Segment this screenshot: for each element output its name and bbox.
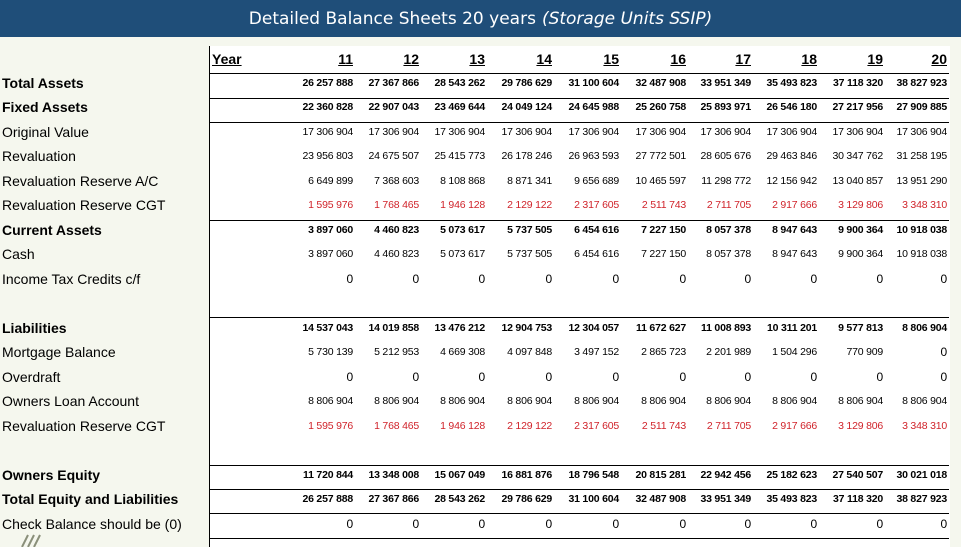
table-cell: 17 306 904 — [832, 126, 883, 138]
table-cell: 2 865 723 — [641, 346, 686, 358]
year-column-header: 15 — [603, 51, 619, 67]
table-cell: 4 460 823 — [374, 224, 419, 236]
table-cell: 14 019 858 — [368, 322, 419, 334]
table-cell: 33 951 349 — [700, 493, 751, 505]
table-cell: 22 942 456 — [700, 469, 751, 481]
table-cell: 2 511 743 — [641, 199, 686, 211]
table-cell: 17 306 904 — [434, 126, 485, 138]
table-cell: 13 040 857 — [832, 175, 883, 187]
table-cell: 9 900 364 — [838, 224, 883, 236]
table-cell: 6 649 899 — [308, 175, 353, 187]
table-cell: 29 786 629 — [501, 493, 552, 505]
table-cell: 5 737 505 — [507, 248, 552, 260]
table-cell: 0 — [744, 517, 751, 531]
table-cell: 5 073 617 — [440, 248, 485, 260]
table-cell: 8 947 643 — [772, 248, 817, 260]
table-cell: 9 900 364 — [838, 248, 883, 260]
table-cell: 4 097 848 — [507, 346, 552, 358]
table-cell: 0 — [612, 272, 619, 286]
table-cell: 35 493 823 — [766, 77, 817, 89]
table-cell: 27 367 866 — [368, 77, 419, 89]
table-cell: 6 454 616 — [574, 248, 619, 260]
table-cell: 1 946 128 — [440, 199, 485, 211]
table-cell: 25 182 623 — [766, 469, 817, 481]
row-label: Total Equity and Liabilities — [2, 491, 179, 507]
table-cell: 0 — [478, 272, 485, 286]
table-cell: 9 577 813 — [838, 322, 883, 334]
row-label: Mortgage Balance — [2, 344, 116, 360]
table-cell: 0 — [940, 272, 947, 286]
table-cell: 9 656 689 — [574, 175, 619, 187]
table-cell: 0 — [876, 517, 883, 531]
table-cell: 27 772 501 — [635, 150, 686, 162]
table-cell: 8 806 904 — [507, 395, 552, 407]
table-cell: 0 — [679, 370, 686, 384]
table-cell: 3 897 060 — [308, 248, 353, 260]
table-cell: 0 — [810, 517, 817, 531]
table-cell: 8 057 378 — [706, 224, 751, 236]
table-cell: 2 317 605 — [574, 420, 619, 432]
row-label: Revaluation — [2, 148, 76, 164]
table-cell: 0 — [412, 370, 419, 384]
row-divider — [209, 98, 949, 99]
table-cell: 25 260 758 — [635, 101, 686, 113]
year-column-header: 11 — [338, 51, 353, 67]
row-label: Cash — [2, 246, 35, 262]
row-label: Revaluation Reserve CGT — [2, 418, 166, 434]
table-cell: 10 918 038 — [896, 248, 947, 260]
table-cell: 32 487 908 — [635, 493, 686, 505]
table-cell: 31 100 604 — [568, 493, 619, 505]
table-cell: 7 368 603 — [374, 175, 419, 187]
table-cell: 0 — [412, 517, 419, 531]
table-cell: 27 540 507 — [832, 469, 883, 481]
year-header: Year — [212, 51, 242, 67]
table-cell: 2 917 666 — [772, 199, 817, 211]
table-cell: 7 227 150 — [641, 248, 686, 260]
table-cell: 0 — [612, 517, 619, 531]
table-cell: 8 806 904 — [440, 395, 485, 407]
table-cell: 26 178 246 — [501, 150, 552, 162]
table-cell: 770 909 — [846, 346, 883, 358]
row-label: Fixed Assets — [2, 99, 88, 115]
table-cell: 15 067 049 — [434, 469, 485, 481]
table-cell: 26 963 593 — [568, 150, 619, 162]
title-main: Detailed Balance Sheets 20 years — [248, 8, 536, 29]
table-cell: 3 129 806 — [838, 199, 883, 211]
table-cell: 2 129 122 — [507, 199, 552, 211]
table-cell: 23 469 644 — [434, 101, 485, 113]
table-cell: 32 487 908 — [635, 77, 686, 89]
table-cell: 3 497 152 — [574, 346, 619, 358]
table-cell: 11 298 772 — [701, 175, 751, 187]
row-divider — [209, 465, 949, 466]
table-cell: 3 129 806 — [838, 420, 883, 432]
table-cell: 13 348 008 — [368, 469, 419, 481]
table-cell: 1 768 465 — [374, 420, 419, 432]
table-cell: 33 951 349 — [700, 77, 751, 89]
table-cell: 2 201 989 — [706, 346, 751, 358]
table-cell: 37 118 320 — [833, 493, 883, 505]
table-cell: 8 806 904 — [902, 322, 947, 334]
table-cell: 5 737 505 — [507, 224, 552, 236]
table-cell: 20 815 281 — [635, 469, 686, 481]
table-cell: 17 306 904 — [368, 126, 419, 138]
table-cell: 0 — [478, 517, 485, 531]
table-cell: 17 306 904 — [302, 126, 353, 138]
table-cell: 26 257 888 — [302, 493, 353, 505]
table-cell: 26 257 888 — [302, 77, 353, 89]
table-cell: 0 — [346, 272, 353, 286]
year-column-header: 12 — [403, 51, 419, 67]
table-cell: 31 258 195 — [896, 150, 947, 162]
year-column-header: 13 — [469, 51, 485, 67]
table-cell: 3 897 060 — [308, 224, 353, 236]
table-cell: 25 893 971 — [700, 101, 751, 113]
table-cell: 13 476 212 — [434, 322, 485, 334]
row-label: Income Tax Credits c/f — [2, 271, 141, 287]
table-cell: 11 720 844 — [303, 469, 353, 481]
table-cell: 24 675 507 — [368, 150, 419, 162]
table-cell: 1 504 296 — [772, 346, 817, 358]
table-cell: 0 — [810, 272, 817, 286]
table-cell: 35 493 823 — [766, 493, 817, 505]
row-label: Original Value — [2, 124, 89, 140]
table-cell: 4 460 823 — [374, 248, 419, 260]
table-cell: 0 — [346, 517, 353, 531]
table-cell: 18 796 548 — [568, 469, 619, 481]
table-cell: 24 049 124 — [501, 101, 552, 113]
table-cell: 0 — [744, 272, 751, 286]
table-cell: 17 306 904 — [766, 126, 817, 138]
table-cell: 2 917 666 — [772, 420, 817, 432]
table-cell: 38 827 923 — [896, 77, 947, 89]
table-cell: 12 156 942 — [766, 175, 817, 187]
table-cell: 0 — [679, 517, 686, 531]
table-cell: 13 951 290 — [896, 175, 947, 187]
row-label: Total Assets — [2, 75, 84, 91]
table-cell: 0 — [876, 272, 883, 286]
row-divider — [209, 489, 949, 490]
table-cell: 14 537 043 — [302, 322, 353, 334]
table-cell: 8 806 904 — [641, 395, 686, 407]
table-cell: 25 415 773 — [434, 150, 485, 162]
table-cell: 8 108 868 — [440, 175, 485, 187]
table-cell: 28 605 676 — [700, 150, 751, 162]
table-cell: 17 306 904 — [501, 126, 552, 138]
table-cell: 0 — [810, 370, 817, 384]
row-divider — [209, 513, 949, 514]
row-divider — [209, 220, 949, 221]
table-cell: 0 — [679, 272, 686, 286]
row-label: Owners Loan Account — [2, 393, 139, 409]
table-cell: 5 730 139 — [308, 346, 353, 358]
table-cell: 10 918 038 — [896, 224, 947, 236]
row-label: Liabilities — [2, 320, 67, 336]
table-cell: 12 904 753 — [501, 322, 552, 334]
table-cell: 28 543 262 — [434, 493, 485, 505]
row-label: Overdraft — [2, 369, 61, 385]
table-cell: 8 806 904 — [574, 395, 619, 407]
table-cell: 5 212 953 — [374, 346, 419, 358]
table-cell: 2 711 705 — [706, 199, 751, 211]
table-cell: 7 227 150 — [641, 224, 686, 236]
row-labels — [0, 0, 210, 547]
table-cell: 11 672 627 — [636, 322, 686, 334]
row-divider — [209, 317, 949, 318]
year-column-header: 19 — [867, 51, 883, 67]
table-cell: 0 — [876, 370, 883, 384]
table-cell: 12 304 057 — [568, 322, 619, 334]
table-cell: 10 465 597 — [635, 175, 686, 187]
table-cell: 0 — [478, 370, 485, 384]
table-cell: 29 463 846 — [766, 150, 817, 162]
table-cell: 8 057 378 — [706, 248, 751, 260]
row-label: Owners Equity — [2, 467, 101, 483]
table-cell: 27 367 866 — [368, 493, 419, 505]
table-cell: 0 — [612, 370, 619, 384]
table-cell: 6 454 616 — [574, 224, 619, 236]
table-cell: 8 806 904 — [374, 395, 419, 407]
table-cell: 2 711 705 — [706, 420, 751, 432]
table-cell: 8 806 904 — [706, 395, 751, 407]
table-cell: 0 — [940, 345, 947, 359]
table-cell: 17 306 904 — [635, 126, 686, 138]
table-cell: 8 947 643 — [772, 224, 817, 236]
table-cell: 17 306 904 — [896, 126, 947, 138]
table-cell: 22 360 828 — [302, 101, 353, 113]
year-column-header: 18 — [801, 51, 817, 67]
table-cell: 1 595 976 — [308, 420, 353, 432]
table-cell: 0 — [940, 370, 947, 384]
table-cell: 8 806 904 — [838, 395, 883, 407]
table-cell: 17 306 904 — [700, 126, 751, 138]
table-cell: 8 806 904 — [308, 395, 353, 407]
table-cell: 2 511 743 — [641, 420, 686, 432]
row-divider — [209, 122, 949, 123]
table-cell: 29 786 629 — [501, 77, 552, 89]
table-cell: 3 348 310 — [902, 420, 947, 432]
year-column-header: 20 — [931, 51, 947, 67]
row-label: Revaluation Reserve A/C — [2, 173, 159, 189]
table-cell: 8 806 904 — [902, 395, 947, 407]
table-cell: 0 — [744, 370, 751, 384]
table-cell: 3 348 310 — [902, 199, 947, 211]
table-cell: 0 — [545, 517, 552, 531]
table-cell: 37 118 320 — [833, 77, 883, 89]
table-cell: 1 768 465 — [374, 199, 419, 211]
table-cell: 30 021 018 — [896, 469, 947, 481]
row-divider — [209, 538, 949, 539]
table-cell: 2 317 605 — [574, 199, 619, 211]
table-cell: 2 129 122 — [507, 420, 552, 432]
table-cell: 1 595 976 — [308, 199, 353, 211]
table-cell: 0 — [940, 517, 947, 531]
table-cell: 0 — [545, 370, 552, 384]
table-cell: 31 100 604 — [568, 77, 619, 89]
table-cell: 38 827 923 — [896, 493, 947, 505]
table-cell: 0 — [412, 272, 419, 286]
table-cell: 0 — [545, 272, 552, 286]
table-cell: 8 871 341 — [507, 175, 552, 187]
table-cell: 11 008 893 — [701, 322, 751, 334]
table-cell: 0 — [346, 370, 353, 384]
table-cell: 26 546 180 — [766, 101, 817, 113]
year-column-header: 14 — [536, 51, 552, 67]
table-cell: 24 645 988 — [568, 101, 619, 113]
table-cell: 22 907 043 — [368, 101, 419, 113]
table-cell: 16 881 876 — [501, 469, 552, 481]
year-column-header: 17 — [735, 51, 751, 67]
table-cell: 27 909 885 — [896, 101, 947, 113]
table-cell: 27 217 956 — [832, 101, 883, 113]
row-label: Revaluation Reserve CGT — [2, 197, 166, 213]
row-label: Current Assets — [2, 222, 102, 238]
year-column-header: 16 — [670, 51, 686, 67]
table-cell: 17 306 904 — [568, 126, 619, 138]
row-divider — [209, 73, 949, 74]
table-cell: 23 956 803 — [302, 150, 353, 162]
table-cell: 10 311 201 — [767, 322, 817, 334]
table-cell: 4 669 308 — [440, 346, 485, 358]
table-cell: 28 543 262 — [434, 77, 485, 89]
decorative-stripes — [18, 533, 58, 547]
table-cell: 5 073 617 — [440, 224, 485, 236]
row-label: Check Balance should be (0) — [2, 516, 182, 532]
table-cell: 8 806 904 — [772, 395, 817, 407]
table-cell: 30 347 762 — [832, 150, 883, 162]
title-sub: (Storage Units SSIP) — [541, 8, 713, 29]
table-cell: 1 946 128 — [440, 420, 485, 432]
